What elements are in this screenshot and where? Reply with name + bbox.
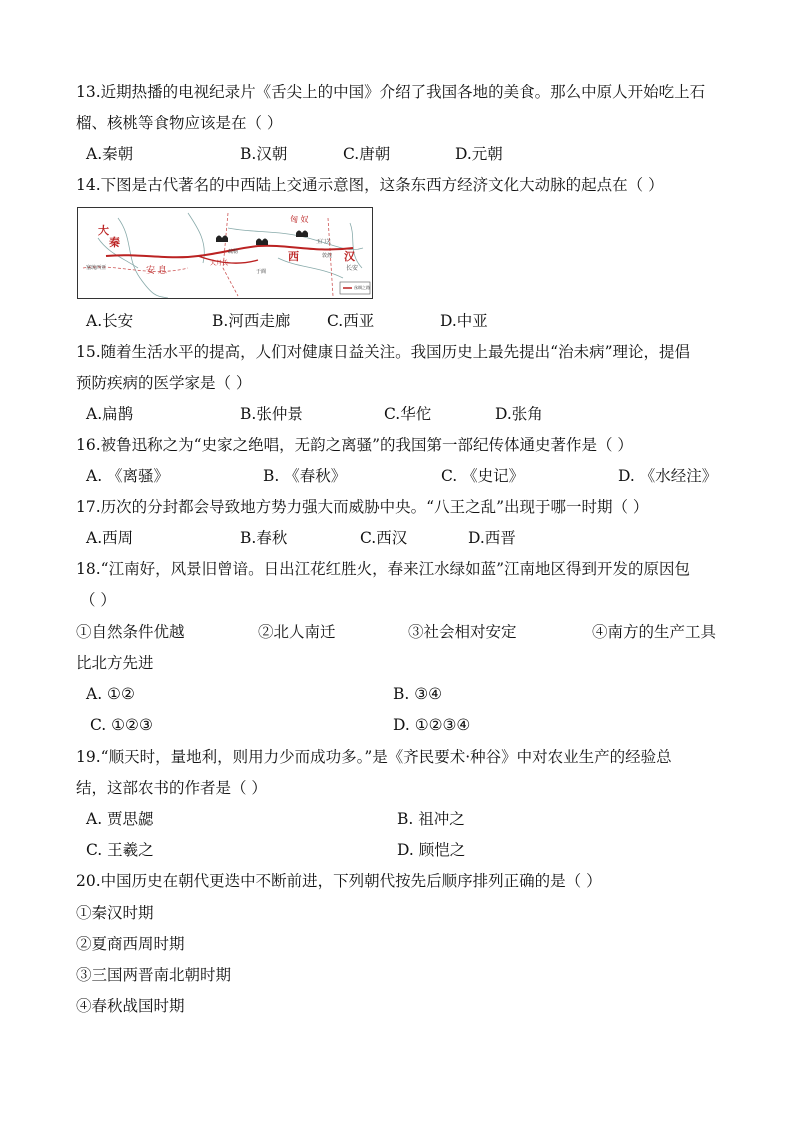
map-label-yutian: 于阗: [256, 269, 267, 275]
map-label-xiongnu: 匈 奴: [290, 215, 309, 224]
q20-item-2: ②夏商西周时期: [76, 935, 185, 953]
q17-option-a: A.西周: [86, 529, 134, 547]
q16-stem-line1: 16.被鲁迅称之为“史家之绝唱，无韵之离骚”的我国第一部纪传体通史著作是（ ）: [76, 436, 633, 454]
map-label-yumenguan: 玉门关: [316, 239, 332, 245]
map-label-han: 汉: [344, 250, 355, 263]
q18-item-4: ④南方的生产工具: [592, 623, 717, 641]
q19-stem-line1: 19.“顺天时，量地利，则用力少而成功多。”是《齐民要术·种谷》中对农业生产的经验总: [76, 748, 672, 766]
map-label-dunhuang: 敦煌: [322, 253, 333, 259]
q17-option-d: D.西晋: [468, 529, 516, 547]
map-label-changan: 长安: [346, 265, 359, 272]
map-label-xi: 西: [288, 250, 299, 263]
q20-stem-line1: 20.中国历史在朝代更迭中不断前进，下列朝代按先后顺序排列正确的是（ ）: [76, 872, 602, 890]
q13-option-d: D.元朝: [455, 145, 503, 163]
q15-option-d: D.张角: [495, 405, 543, 423]
map-label-qin: 秦: [109, 236, 120, 249]
q15-option-c: C.华佗: [384, 405, 432, 423]
map-label-seleucia: 塞琉西亚: [86, 265, 107, 271]
q18-option-b: B. ③④: [393, 685, 443, 703]
q18-option-c: C. ①②③: [90, 716, 153, 734]
q18-stem-line3: 比北方先进: [76, 654, 154, 672]
camel-icon: [256, 239, 268, 246]
q17-option-b: B.春秋: [240, 529, 288, 547]
q19-option-a: A. 贾思勰: [86, 810, 154, 828]
q13-stem-line2: 榴、核桃等食物应该是在（ ）: [76, 114, 283, 132]
q15-stem-line1: 15.随着生活水平的提高，人们对健康日益关注。我国历史上最先提出“治未病”理论，提倡: [76, 343, 691, 361]
q15-option-b: B.张仲景: [240, 405, 303, 423]
q16-option-c: C. 《史记》: [441, 467, 525, 485]
q15-stem-line2: 预防疾病的医学家是（ ）: [76, 374, 252, 392]
q14-option-d: D.中亚: [440, 312, 488, 330]
q16-option-d: D. 《水经注》: [618, 467, 718, 485]
q14-option-b: B.河西走廊: [212, 312, 291, 330]
q13-stem-line1: 13.近期热播的电视纪录片《舌尖上的中国》介绍了我国各地的美食。那么中原人开始吃上石: [76, 83, 706, 101]
q20-item-1: ①秦汉时期: [76, 904, 154, 922]
q18-option-a: A. ①②: [86, 685, 135, 703]
q17-stem-line1: 17.历次的分封都会导致地方势力强大而威胁中央。“八王之乱”出现于哪一时期（ ）: [76, 498, 649, 516]
q18-stem-line2: （ ）: [80, 591, 116, 609]
q15-option-a: A.扁鹊: [86, 405, 134, 423]
q18-item-2: ②北人南迁: [258, 623, 336, 641]
map-label-shulei: 疏勒: [228, 249, 239, 255]
q13-option-a: A.秦朝: [86, 145, 134, 163]
q13-option-c: C.唐朝: [343, 145, 391, 163]
q19-option-d: D. 顾恺之: [397, 841, 466, 859]
camel-icon: [296, 231, 308, 238]
q20-item-3: ③三国两晋南北朝时期: [76, 966, 232, 984]
map-label-dayuezhi: 大月氏: [210, 260, 229, 267]
q18-option-d: D. ①②③④: [393, 716, 471, 734]
q18-item-1: ①自然条件优越: [76, 623, 185, 641]
camel-icon: [216, 236, 228, 243]
q19-option-c: C. 王羲之: [86, 841, 154, 859]
q16-option-a: A. 《离骚》: [86, 467, 170, 485]
q18-stem-line1: 18.“江南好，风景旧曾谙。日出江花红胜火，春来江水绿如蓝”江南地区得到开发的原因包: [76, 560, 691, 578]
silk-road-map: [77, 207, 373, 299]
q13-option-b: B.汉朝: [240, 145, 288, 163]
q19-stem-line2: 结，这部农书的作者是（ ）: [76, 779, 267, 797]
q19-option-b: B. 祖冲之: [397, 810, 465, 828]
q17-option-c: C.西汉: [360, 529, 408, 547]
q18-item-3: ③社会相对安定: [408, 623, 517, 641]
q20-item-4: ④春秋战国时期: [76, 997, 185, 1015]
map-legend-silk-road: 丝绸之路: [354, 285, 370, 290]
map-label-anxi: 安 息: [146, 266, 167, 276]
q14-option-c: C.西亚: [327, 312, 375, 330]
q14-stem-line1: 14.下图是古代著名的中西陆上交通示意图，这条东西方经济文化大动脉的起点在（ ）: [76, 176, 664, 194]
q14-option-a: A.长安: [86, 312, 134, 330]
q16-option-b: B. 《春秋》: [263, 467, 347, 485]
map-label-da: 大: [98, 224, 109, 237]
